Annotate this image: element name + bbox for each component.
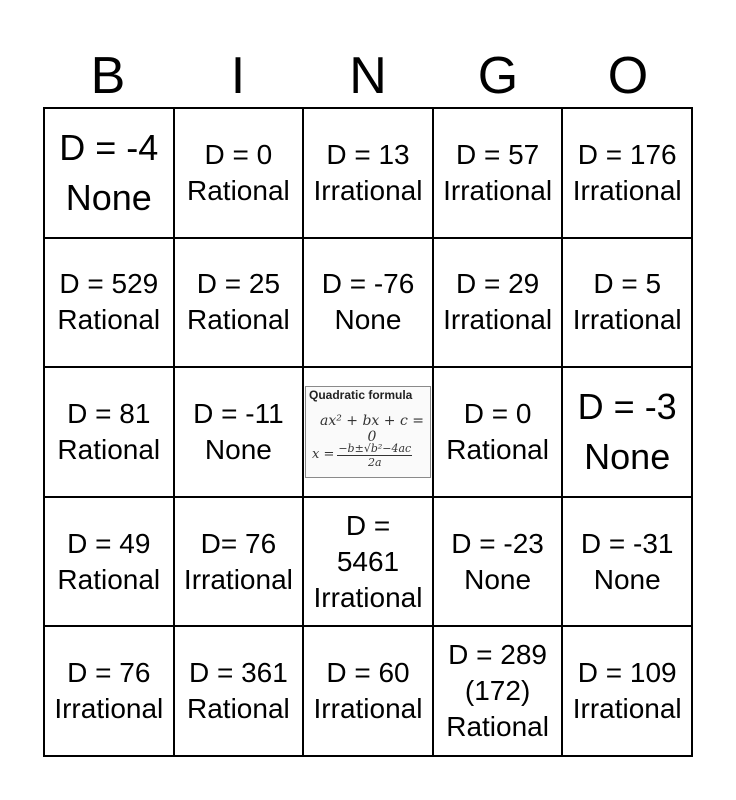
bingo-cell-r4c5[interactable] xyxy=(563,498,693,628)
cell-text-line: None xyxy=(204,433,272,465)
quadratic-equation: ax² + bx + c = 0 xyxy=(319,412,424,445)
bingo-cell-r3c5[interactable] xyxy=(563,368,693,498)
cell-text-line: Irrational xyxy=(443,304,553,336)
bingo-cell-r5c2[interactable] xyxy=(175,627,305,757)
cell-text-line: Irrational xyxy=(572,304,682,336)
cell-text-line: None xyxy=(593,563,661,595)
cell-text-line: D = 529 xyxy=(59,268,159,300)
bingo-cell-r1c5[interactable] xyxy=(563,109,693,239)
cell-text-line: Irrational xyxy=(313,174,423,206)
quadratic-formula-image xyxy=(305,386,431,478)
cell-text-line: Irrational xyxy=(313,693,423,725)
formula-denominator: 2a xyxy=(368,455,382,469)
cell-text-line: D = 13 xyxy=(326,138,410,170)
cell-text-line: Rational xyxy=(187,174,290,206)
cell-text-line: D = -4 xyxy=(59,126,159,168)
cell-text-line: Rational xyxy=(57,433,161,465)
cell-text-line: Rational xyxy=(446,711,549,743)
bingo-cell-r5c3[interactable] xyxy=(304,627,434,757)
cell-text-line: D = 109 xyxy=(577,657,677,689)
cell-text-line: 5461 xyxy=(336,545,400,577)
header-letter-n: N xyxy=(349,47,387,105)
cell-text-line: Rational xyxy=(446,433,549,465)
header-letter-o: O xyxy=(607,47,649,105)
cell-text-line: D = 29 xyxy=(455,268,540,300)
cell-text-line: Irrational xyxy=(443,174,553,206)
cell-text-line: None xyxy=(65,176,152,218)
cell-text-line: D = 5 xyxy=(593,268,662,300)
bingo-cell-r4c1[interactable] xyxy=(45,498,175,628)
cell-text-line: None xyxy=(584,435,671,477)
cell-text-line: D = xyxy=(345,509,391,541)
bingo-cell-r5c4[interactable] xyxy=(434,627,564,757)
header-letter-g: G xyxy=(477,47,519,105)
cell-text-line: D = 0 xyxy=(204,138,273,170)
cell-text-line: D = 0 xyxy=(463,397,532,429)
bingo-cell-r1c2[interactable] xyxy=(175,109,305,239)
cell-text-line: D = -31 xyxy=(580,527,674,559)
bingo-cell-r2c1[interactable] xyxy=(45,239,175,369)
cell-text-line: Rational xyxy=(187,693,290,725)
bingo-cell-r3c4[interactable] xyxy=(434,368,564,498)
cell-text-line: D = 60 xyxy=(326,657,410,689)
cell-text-line: D = 25 xyxy=(196,268,281,300)
cell-text-line: Rational xyxy=(57,563,161,595)
bingo-cell-r5c5[interactable] xyxy=(563,627,693,757)
cell-text-line: D = 81 xyxy=(67,397,151,429)
cell-text-line: Rational xyxy=(57,304,161,336)
bingo-cell-r2c3[interactable] xyxy=(304,239,434,369)
cell-text-line: Irrational xyxy=(54,693,164,725)
cell-text-line: D = 76 xyxy=(67,657,151,689)
cell-text-line: Irrational xyxy=(572,174,682,206)
cell-text-line: D = -3 xyxy=(577,385,677,427)
cell-text-line: D = 176 xyxy=(577,138,677,170)
header-letter-i: I xyxy=(230,47,246,105)
bingo-cell-r3c1[interactable] xyxy=(45,368,175,498)
bingo-cell-r2c5[interactable] xyxy=(563,239,693,369)
bingo-header xyxy=(43,46,693,106)
formula-fraction xyxy=(337,442,412,469)
formula-lhs: x = xyxy=(311,447,335,463)
bingo-board xyxy=(43,107,693,757)
bingo-cell-r2c4[interactable] xyxy=(434,239,564,369)
bingo-cell-r5c1[interactable] xyxy=(45,627,175,757)
cell-text-line: None xyxy=(334,304,402,336)
cell-text-line: D= 76 xyxy=(200,527,277,559)
bingo-cell-r4c4[interactable] xyxy=(434,498,564,628)
cell-text-line: D = 361 xyxy=(188,657,288,689)
formula-numerator: −b±√b²−4ac xyxy=(338,441,412,455)
bingo-cell-r4c2[interactable] xyxy=(175,498,305,628)
cell-text-line: Irrational xyxy=(183,563,293,595)
cell-text-line: D = -11 xyxy=(193,397,284,429)
cell-text-line: (172) xyxy=(464,675,531,707)
cell-text-line: Rational xyxy=(187,304,290,336)
bingo-cell-r1c1[interactable] xyxy=(45,109,175,239)
cell-text-line: None xyxy=(464,563,532,595)
cell-text-line: D = 49 xyxy=(67,527,151,559)
bingo-cell-r2c2[interactable] xyxy=(175,239,305,369)
bingo-cell-r3c2[interactable] xyxy=(175,368,305,498)
bingo-cell-r4c3[interactable] xyxy=(304,498,434,628)
cell-text-line: D = 289 xyxy=(448,639,548,671)
cell-text-line: D = -76 xyxy=(321,268,415,300)
cell-text-line: D = -23 xyxy=(451,527,544,559)
header-letter-b: B xyxy=(90,47,126,105)
cell-text-line: Irrational xyxy=(572,693,682,725)
formula-title: Quadratic formula xyxy=(308,387,413,402)
bingo-cell-r1c3[interactable] xyxy=(304,109,434,239)
cell-text-line: D = 57 xyxy=(455,138,540,170)
bingo-cell-r1c4[interactable] xyxy=(434,109,564,239)
cell-text-line: Irrational xyxy=(313,581,423,613)
quadratic-formula xyxy=(312,442,412,469)
free-space-cell[interactable] xyxy=(304,368,434,498)
